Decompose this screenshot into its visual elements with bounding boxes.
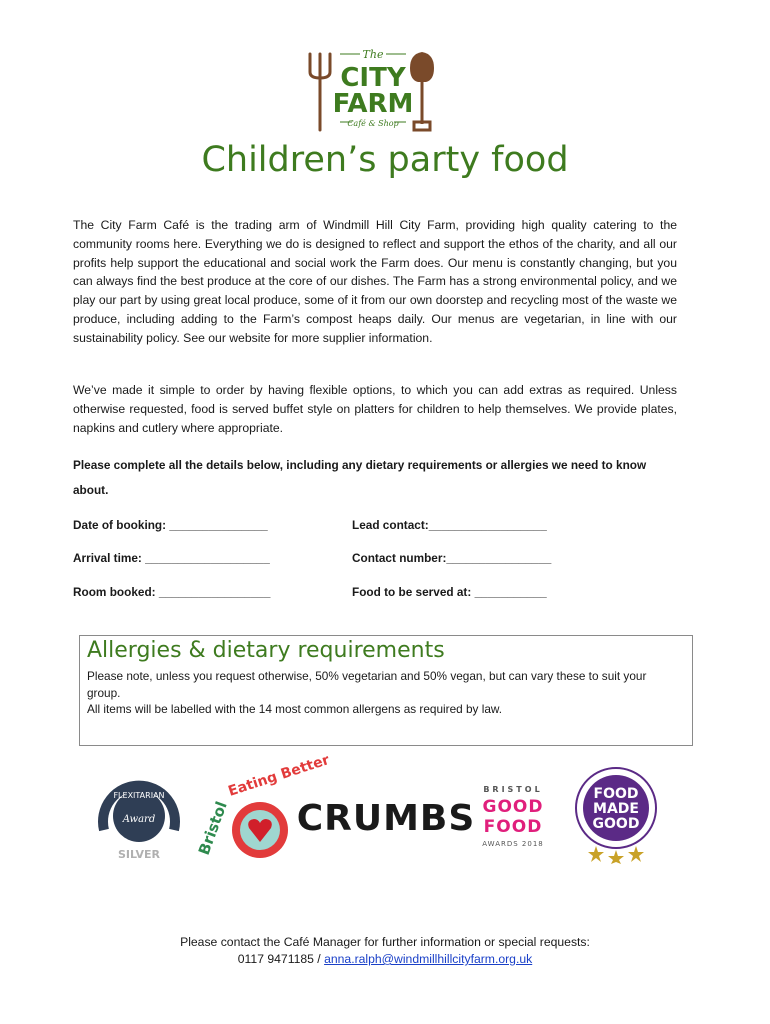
eating-better-bristol: Bristol	[194, 799, 231, 858]
logo-the: The	[362, 48, 384, 61]
fmg-line2: MADE	[593, 801, 639, 817]
page-title: Children’s party food	[201, 140, 569, 180]
contact-phone: 0117 9471185 /	[237, 952, 325, 966]
allergens-labelled-note: All items will be labelled with the 14 most common allergens as required by law.	[87, 702, 503, 716]
allergies-note: Please note, unless you request otherwise, 50% vegetarian and 50% vegan, but can vary these to suit your group.	[87, 669, 647, 700]
flexitarian-award-label: Award	[122, 814, 156, 825]
allergies-box	[79, 635, 693, 746]
contact-email-link[interactable]: anna.ralph@windmillhillcityfarm.org.uk	[324, 952, 533, 966]
arrival-time-field[interactable]: Arrival time: ___________________	[73, 551, 270, 565]
food-served-at-field[interactable]: Food to be served at: ___________	[352, 585, 547, 599]
allergies-heading: Allergies & dietary requirements	[87, 638, 445, 663]
bgf-line1: GOOD	[482, 797, 544, 817]
bristol-good-food-badge	[472, 782, 554, 852]
eating-better-text: Eating Better	[226, 752, 332, 800]
food-made-good-badge	[570, 764, 662, 864]
flexitarian-label: FLEXITARIAN	[113, 791, 165, 800]
bgf-city: BRISTOL	[483, 785, 543, 794]
logo-tagline: Café & Shop	[347, 119, 399, 128]
contact-line: Please contact the Café Manager for further information or special requests:	[180, 935, 590, 949]
crumbs-badge	[296, 790, 476, 842]
flexitarian-level: SILVER	[117, 848, 161, 861]
crumbs-text: CRUMBS	[296, 798, 476, 839]
logo-city: CITY	[340, 63, 406, 93]
city-farm-logo	[302, 46, 444, 134]
allergies-text	[87, 668, 677, 718]
intro-paragraph: The City Farm Café is the trading arm of Windmill Hill City Farm, providing high quality catering to the community rooms here. Everything we do is designed to reflect and support the ethos of the charity, and all our profits help support the educational and social work the Farm does. Our menu is constantly changing, but you can always find the best produce at the core of our dishes. The Farm has a strong environmental policy, and we play our part by using great local produce, some of it from our own doorstep and recycling most of the waste we produce, including adding to the Farm’s compost heaps daily. Our menus are vegetarian, in line with our sustainability policy. See our website for more supplier information.	[73, 218, 677, 345]
pitchfork-icon	[310, 54, 330, 130]
bristol-eating-better-badge	[194, 752, 332, 862]
spade-icon	[410, 52, 434, 130]
bgf-line2: FOOD	[483, 817, 543, 837]
fmg-line3: GOOD	[592, 816, 640, 832]
flexitarian-award-badge	[90, 770, 188, 862]
date-of-booking-field[interactable]: Date of booking: _______________	[73, 518, 268, 532]
ordering-paragraph: We’ve made it simple to order by having flexible options, to which you can add extras as required. Unless otherwise requested, food is served buffet style on platters for children to help themselves. We provide plates, napkins and cutlery where appropriate.	[73, 383, 677, 435]
contact-number-field[interactable]: Contact number:________________	[352, 551, 552, 565]
instructions-paragraph: Please complete all the details below, including any dietary requirements or allergies we need to know about.	[73, 458, 647, 497]
fmg-line1: FOOD	[593, 786, 639, 802]
contact-footer	[0, 934, 770, 968]
bgf-awards: AWARDS 2018	[482, 840, 544, 848]
lead-contact-field[interactable]: Lead contact:__________________	[352, 518, 547, 532]
logo-farm: FARM	[332, 89, 414, 119]
room-booked-field[interactable]: Room booked: _________________	[73, 585, 271, 599]
